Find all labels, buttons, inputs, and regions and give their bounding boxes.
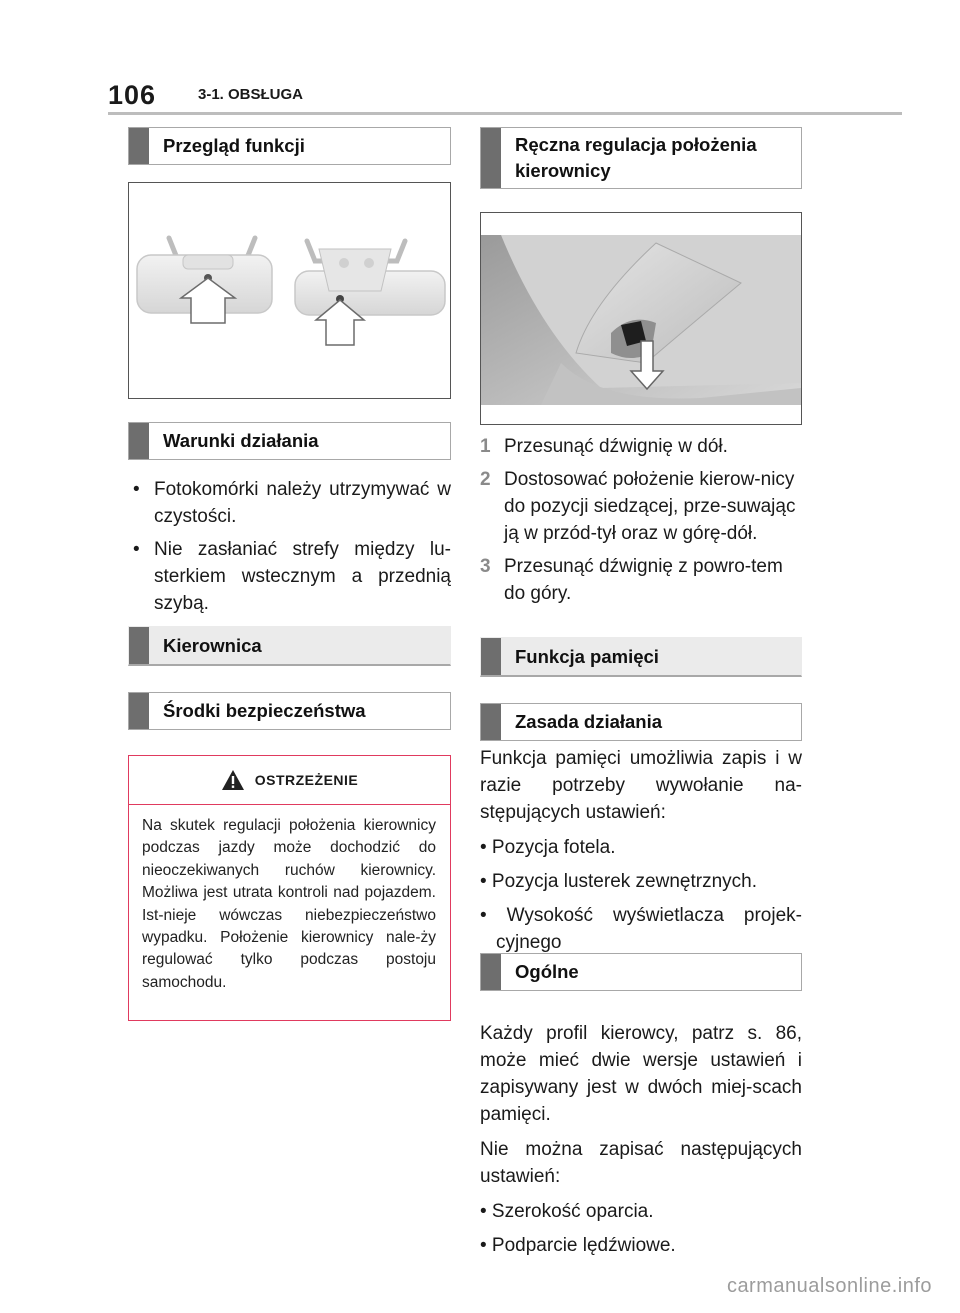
step-item: 1 Przesunąć dźwignię w dół.: [480, 436, 728, 457]
warning-text: Na skutek regulacji położenia kierownicy podczas jazdy może dochodzić do nieoczekiwanych ruchów kierownicy. Możliwa jest utrata kontroli nad pojazdem. Ist-nieje wówczas niebezpieczeństwo wypadku. Położenie kierownicy nale-ży regulować tylko podczas postoju samochodu.: [142, 817, 436, 991]
warning-triangle-icon: [221, 769, 245, 791]
general-text-2: Nie można zapisać następujących ustawień:: [480, 1139, 802, 1187]
principle-text: Funkcja pamięci umożliwia zapis i w razie potrzeby wywołanie na-stępujących ustawień:: [480, 748, 802, 823]
page-number: 106: [108, 80, 157, 110]
heading-safety: Środki bezpieczeństwa: [128, 692, 451, 730]
list-item: • Nie zasłaniać strefy między lu-sterkiem wstecznym a przednią szybą.: [128, 536, 451, 617]
heading-conditions: Warunki działania: [128, 422, 451, 460]
general-section: [480, 1020, 802, 1266]
heading-general: Ogólne: [480, 953, 802, 991]
steering-lever-illustration: [481, 213, 801, 424]
list-item: • Pozycja fotela.: [480, 837, 616, 858]
steps-list: [480, 433, 802, 613]
heading-memory: Funkcja pamięci: [480, 637, 802, 677]
watermark: carmanualsonline.info: [726, 1275, 932, 1297]
figure-steering-lever: [480, 212, 802, 425]
figure-mirror-sensors: [128, 182, 451, 399]
warning-box: [128, 755, 451, 1021]
list-item: • Pozycja lusterek zewnętrznych.: [480, 871, 757, 892]
warning-header: [129, 756, 450, 805]
list-item: • Podparcie lędźwiowe.: [480, 1235, 676, 1256]
list-item: • Fotokomórki należy utrzymywać w czystości.: [128, 476, 451, 530]
heading-manual-adjustment: Ręczna regulacja położenia kierownicy: [480, 127, 802, 189]
warning-title: OSTRZEŻENIE: [254, 772, 359, 788]
heading-steering: Kierownica: [128, 626, 451, 666]
step-item: 3 Przesunąć dźwignię z powro-tem do góry.: [480, 556, 783, 604]
general-text-1: Każdy profil kierowcy, patrz s. 86, może mieć dwie wersje ustawień i zapisywany jest w dwóch miej-scach pamięci.: [480, 1023, 802, 1125]
header-rule: [108, 112, 902, 115]
heading-principle: Zasada działania: [480, 703, 802, 741]
heading-overview: Przegląd funkcji: [128, 127, 451, 165]
mirror-sensors-illustration: [129, 183, 450, 398]
conditions-list: [128, 476, 451, 623]
list-item: • Wysokość wyświetlacza projek-cyjnego: [480, 905, 802, 953]
principle-section: [480, 745, 802, 963]
chapter-title: 3-1. OBSŁUGA: [198, 86, 304, 103]
step-item: 2 Dostosować położenie kierow-nicy do pozycji siedzącej, prze-suwając ją w przód-tył oraz w górę-dół.: [480, 469, 796, 544]
list-item: • Szerokość oparcia.: [480, 1201, 654, 1222]
